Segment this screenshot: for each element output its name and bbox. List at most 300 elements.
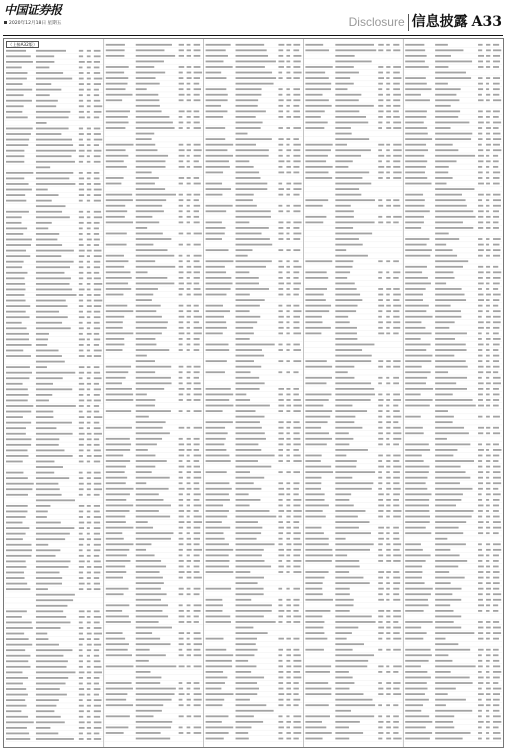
illegible-text (136, 83, 160, 85)
illegible-text (435, 665, 475, 667)
illegible-text (94, 139, 102, 141)
illegible-text (36, 549, 60, 551)
illegible-text (478, 183, 484, 185)
illegible-text (278, 283, 284, 285)
illegible-text (94, 72, 100, 74)
illegible-text (493, 238, 501, 240)
illegible-text (136, 338, 156, 340)
illegible-text (486, 721, 490, 723)
illegible-text (36, 594, 75, 596)
illegible-text (6, 422, 31, 424)
illegible-text (36, 499, 75, 501)
illegible-text (236, 227, 269, 229)
illegible-text (393, 394, 400, 396)
illegible-text (187, 604, 191, 606)
illegible-text (94, 83, 101, 85)
illegible-text (435, 505, 456, 507)
illegible-text (94, 588, 101, 590)
illegible-text (478, 294, 483, 296)
illegible-text (335, 138, 369, 140)
illegible-text (6, 577, 25, 579)
illegible-text (278, 688, 283, 690)
illegible-text (6, 366, 30, 368)
illegible-text (305, 416, 330, 418)
illegible-text (335, 288, 356, 290)
illegible-text (405, 577, 422, 579)
illegible-text (179, 699, 183, 701)
illegible-text (194, 499, 200, 501)
illegible-text (278, 505, 282, 507)
illegible-text (236, 715, 254, 717)
illegible-text (206, 505, 223, 507)
illegible-text (179, 471, 183, 473)
illegible-text (206, 543, 229, 545)
illegible-text (386, 466, 390, 468)
illegible-text (278, 49, 283, 51)
illegible-text (87, 616, 91, 618)
illegible-text (286, 61, 290, 63)
illegible-text (187, 571, 192, 573)
illegible-text (486, 166, 489, 168)
illegible-text (179, 727, 183, 729)
illegible-text (236, 732, 249, 734)
illegible-text (286, 610, 290, 612)
illegible-text (6, 683, 23, 685)
illegible-text (179, 665, 185, 667)
illegible-text (286, 682, 291, 684)
illegible-text (335, 421, 354, 423)
illegible-text (94, 261, 100, 263)
illegible-text (194, 366, 201, 368)
illegible-text (478, 321, 484, 323)
illegible-text (106, 443, 131, 445)
illegible-text (493, 488, 498, 490)
illegible-text (187, 388, 191, 390)
illegible-text (478, 283, 484, 285)
illegible-text (136, 460, 167, 462)
illegible-text (236, 399, 251, 401)
illegible-text (179, 216, 183, 218)
illegible-text (6, 266, 22, 268)
illegible-text (393, 172, 401, 174)
illegible-text (36, 183, 75, 185)
illegible-text (278, 616, 283, 618)
illegible-text (206, 405, 234, 407)
illegible-text (206, 249, 229, 251)
illegible-text (305, 221, 323, 223)
illegible-text (236, 327, 254, 329)
illegible-text (435, 432, 469, 434)
illegible-text (335, 510, 365, 512)
illegible-text (486, 49, 491, 51)
illegible-text (187, 727, 191, 729)
illegible-text (286, 194, 290, 196)
illegible-text (405, 505, 429, 507)
illegible-text (286, 94, 290, 96)
illegible-text (36, 638, 48, 640)
illegible-text (493, 77, 500, 79)
illegible-text (87, 50, 91, 52)
illegible-text (106, 55, 125, 57)
illegible-text (236, 471, 250, 473)
illegible-text (187, 593, 191, 595)
illegible-text (36, 194, 59, 196)
illegible-text (36, 255, 61, 257)
illegible-text (87, 111, 90, 113)
illegible-text (286, 49, 290, 51)
header-rule (3, 35, 503, 36)
illegible-text (194, 616, 199, 618)
illegible-text (286, 105, 289, 107)
illegible-text (106, 654, 132, 656)
illegible-text (293, 238, 300, 240)
illegible-text (6, 189, 32, 191)
illegible-text (206, 155, 233, 157)
illegible-text (293, 727, 301, 729)
illegible-text (236, 72, 273, 74)
illegible-text (478, 332, 482, 334)
illegible-text (278, 110, 283, 112)
illegible-text (79, 455, 83, 457)
illegible-text (36, 311, 59, 313)
illegible-text (493, 466, 500, 468)
illegible-text (6, 261, 24, 263)
illegible-text (278, 560, 282, 562)
illegible-text (206, 233, 225, 235)
illegible-text (179, 166, 185, 168)
illegible-text (386, 516, 390, 518)
illegible-text (478, 221, 483, 223)
illegible-text (206, 66, 233, 68)
illegible-text (278, 516, 282, 518)
illegible-text (435, 249, 452, 251)
illegible-text (87, 261, 90, 263)
illegible-text (293, 44, 300, 46)
illegible-text (87, 105, 91, 107)
illegible-text (87, 211, 90, 213)
illegible-text (305, 166, 332, 168)
illegible-text (236, 460, 258, 462)
illegible-text (87, 461, 90, 463)
illegible-text (87, 388, 90, 390)
illegible-text (378, 715, 382, 717)
illegible-text (386, 116, 391, 118)
illegible-text (478, 482, 483, 484)
illegible-text (136, 554, 155, 556)
illegible-text (236, 133, 248, 135)
illegible-text (36, 277, 71, 279)
illegible-text (293, 505, 300, 507)
illegible-text (278, 277, 282, 279)
illegible-text (286, 699, 290, 701)
illegible-text (6, 666, 31, 668)
illegible-text (278, 543, 282, 545)
illegible-text (206, 166, 230, 168)
illegible-text (278, 482, 283, 484)
illegible-text (486, 654, 490, 656)
illegible-text (87, 705, 91, 707)
illegible-text (87, 55, 91, 57)
illegible-text (36, 660, 68, 662)
illegible-text (305, 510, 322, 512)
illegible-text (378, 99, 383, 101)
illegible-text (286, 166, 290, 168)
illegible-text (293, 277, 298, 279)
illegible-text (94, 505, 100, 507)
illegible-text (136, 155, 168, 157)
illegible-text (179, 521, 185, 523)
illegible-text (194, 704, 201, 706)
illegible-text (435, 138, 471, 140)
illegible-text (435, 738, 462, 740)
illegible-text (236, 355, 265, 357)
illegible-text (305, 632, 324, 634)
illegible-text (87, 377, 91, 379)
illegible-text (87, 644, 92, 646)
illegible-text (478, 382, 484, 384)
illegible-text (405, 199, 425, 201)
illegible-text (36, 61, 54, 63)
illegible-text (6, 416, 23, 418)
illegible-text (286, 732, 290, 734)
illegible-text (87, 488, 91, 490)
illegible-text (435, 199, 465, 201)
illegible-text (478, 127, 482, 129)
illegible-text (187, 549, 192, 551)
illegible-text (405, 244, 426, 246)
illegible-text (179, 144, 184, 146)
illegible-text (6, 483, 34, 485)
illegible-text (194, 183, 201, 185)
illegible-text (335, 305, 357, 307)
illegible-text (335, 399, 370, 401)
illegible-text (293, 649, 299, 651)
illegible-text (305, 327, 330, 329)
illegible-text (478, 532, 483, 534)
illegible-text (393, 44, 399, 46)
illegible-text (378, 294, 383, 296)
illegible-text (286, 421, 291, 423)
illegible-text (393, 199, 399, 201)
illegible-text (435, 194, 462, 196)
illegible-text (278, 316, 283, 318)
illegible-text (293, 127, 301, 129)
illegible-text (405, 688, 427, 690)
illegible-text (486, 516, 490, 518)
illegible-text (278, 660, 282, 662)
illegible-text (478, 88, 483, 90)
illegible-text (493, 327, 499, 329)
illegible-text (136, 321, 168, 323)
illegible-text (179, 593, 184, 595)
illegible-text (493, 382, 501, 384)
illegible-text (478, 721, 484, 723)
illegible-text (87, 316, 90, 318)
illegible-text (478, 49, 482, 51)
illegible-text (393, 155, 401, 157)
illegible-text (194, 288, 201, 290)
illegible-text (106, 205, 125, 207)
illegible-text (206, 49, 226, 51)
illegible-text (493, 166, 498, 168)
illegible-text (136, 704, 163, 706)
illegible-text (293, 399, 300, 401)
illegible-text (94, 227, 99, 229)
illegible-text (278, 66, 284, 68)
illegible-text (206, 55, 228, 57)
illegible-text (87, 89, 91, 91)
illegible-text (87, 405, 90, 407)
illegible-text (136, 305, 161, 307)
illegible-text (187, 554, 190, 556)
illegible-text (6, 178, 24, 180)
illegible-text (435, 715, 454, 717)
illegible-text (493, 638, 499, 640)
illegible-text (106, 210, 127, 212)
illegible-text (486, 527, 490, 529)
illegible-text (236, 499, 261, 501)
illegible-text (305, 682, 328, 684)
illegible-text (36, 338, 48, 340)
illegible-text (405, 271, 422, 273)
illegible-text (293, 499, 301, 501)
illegible-text (236, 521, 258, 523)
illegible-text (278, 221, 283, 223)
illegible-text (236, 549, 264, 551)
illegible-text (393, 715, 399, 717)
illegible-text (278, 166, 282, 168)
illegible-text (493, 654, 498, 656)
illegible-text (335, 66, 353, 68)
illegible-text (378, 577, 383, 579)
illegible-text (493, 516, 500, 518)
illegible-text (79, 227, 83, 229)
illegible-text (278, 715, 282, 717)
illegible-text (393, 671, 398, 673)
illegible-text (6, 566, 26, 568)
illegible-text (194, 233, 202, 235)
illegible-text (136, 649, 150, 651)
illegible-text (286, 715, 289, 717)
illegible-text (493, 244, 499, 246)
illegible-text (305, 704, 328, 706)
illegible-text (405, 94, 421, 96)
illegible-text (136, 227, 147, 229)
illegible-text (6, 738, 30, 740)
illegible-text (478, 516, 482, 518)
illegible-text (278, 138, 283, 140)
illegible-text (493, 61, 500, 63)
illegible-text (493, 99, 501, 101)
illegible-text (87, 139, 91, 141)
illegible-text (293, 554, 300, 556)
illegible-text (286, 271, 289, 273)
illegible-text (286, 438, 290, 440)
illegible-text (435, 133, 472, 135)
illegible-text (179, 310, 184, 312)
illegible-text (79, 50, 83, 52)
illegible-text (386, 44, 390, 46)
illegible-text (305, 122, 327, 124)
illegible-text (493, 627, 501, 629)
illegible-text (335, 227, 353, 229)
illegible-text (305, 471, 333, 473)
illegible-text (435, 305, 450, 307)
illegible-text (194, 388, 202, 390)
illegible-text (393, 738, 401, 740)
illegible-text (293, 671, 300, 673)
illegible-text (386, 288, 391, 290)
illegible-text (478, 460, 482, 462)
illegible-text (278, 732, 282, 734)
illegible-text (286, 738, 291, 740)
illegible-text (94, 89, 99, 91)
illegible-text (194, 44, 200, 46)
illegible-text (378, 721, 383, 723)
illegible-text (435, 210, 473, 212)
illegible-text (236, 449, 262, 451)
illegible-text (236, 560, 265, 562)
illegible-text (194, 510, 199, 512)
illegible-text (6, 455, 28, 457)
illegible-text (286, 277, 290, 279)
illegible-text (305, 610, 330, 612)
illegible-text (79, 511, 83, 513)
illegible-text (435, 543, 466, 545)
illegible-text (286, 160, 290, 162)
illegible-text (486, 210, 489, 212)
illegible-text (386, 294, 390, 296)
illegible-text (87, 289, 91, 291)
illegible-text (435, 88, 460, 90)
illegible-text (493, 360, 499, 362)
illegible-text (286, 88, 289, 90)
illegible-text (36, 316, 68, 318)
illegible-text (94, 388, 101, 390)
illegible-text (87, 516, 90, 518)
illegible-text (194, 277, 200, 279)
illegible-text (106, 332, 134, 334)
illegible-text (278, 566, 283, 568)
illegible-text (87, 438, 92, 440)
illegible-text (187, 122, 191, 124)
illegible-text (293, 571, 301, 573)
illegible-text (305, 366, 332, 368)
illegible-text (386, 665, 389, 667)
illegible-text (278, 682, 283, 684)
illegible-text (136, 360, 155, 362)
illegible-text (179, 72, 183, 74)
illegible-text (286, 360, 289, 362)
illegible-text (187, 493, 190, 495)
illegible-text (94, 444, 100, 446)
illegible-text (278, 438, 284, 440)
illegible-text (393, 588, 399, 590)
illegible-text (236, 122, 263, 124)
illegible-text (493, 493, 501, 495)
illegible-text (405, 138, 432, 140)
illegible-text (206, 704, 223, 706)
illegible-text (136, 643, 171, 645)
illegible-text (94, 194, 101, 196)
illegible-text (6, 244, 31, 246)
illegible-text (94, 638, 100, 640)
illegible-text (136, 466, 156, 468)
illegible-text (486, 238, 489, 240)
illegible-text (478, 543, 482, 545)
illegible-text (493, 194, 500, 196)
illegible-text (386, 83, 390, 85)
